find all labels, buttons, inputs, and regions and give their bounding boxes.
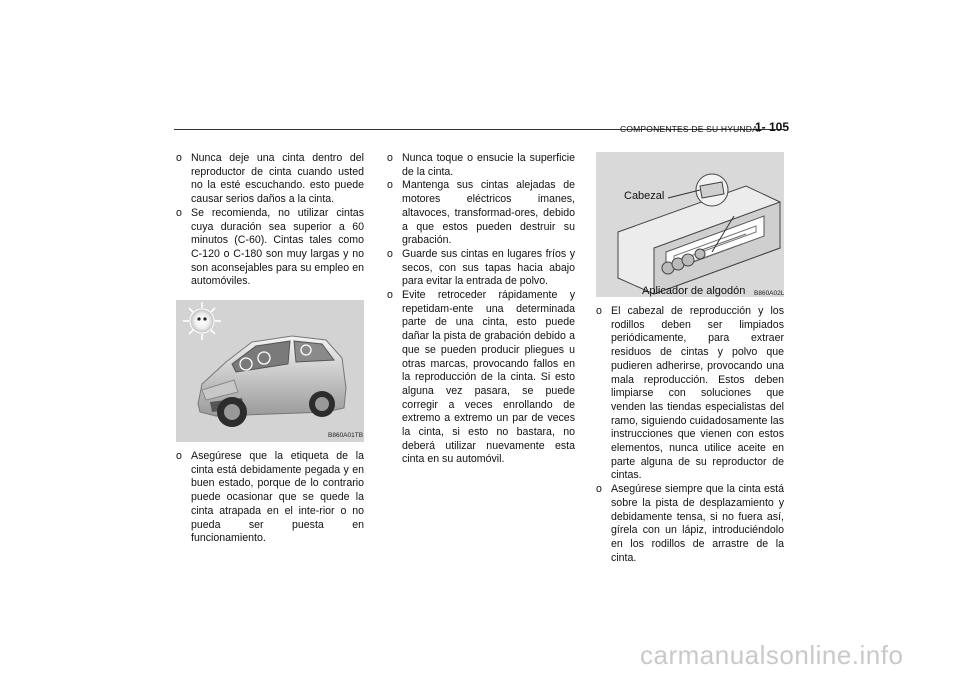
bullet-marker: o: [596, 305, 602, 317]
paragraph-text: Asegúrese que la etiqueta de la cinta está debidamente pegada y en buen estado, porque de lo contrario puede ocasionar que se quede la cinta atrapada en el inte-rior o no pueda ser puesta en funcionamiento.: [191, 450, 364, 545]
paragraph: [387, 179, 575, 248]
paragraph-text: Guarde sus cintas en lugares fríos y secos, con sus tapas hacia abajo para evitar la entrada de polvo.: [402, 247, 575, 288]
tape-deck-drawing: [596, 152, 784, 297]
paragraph-text: Se recomienda, no utilizar cintas cuya duración sea superior a 60 minutos (C-60). Cintas tales como C-120 o C-180 son muy largas y no son aconsejables para su empleo en automóviles.: [191, 206, 364, 288]
bullet-marker: o: [387, 289, 393, 302]
paragraph: [596, 483, 784, 565]
bullet-marker: o: [387, 152, 393, 164]
column-1: [176, 152, 364, 289]
figure-code: B860A01TB: [328, 432, 364, 439]
figure-code: B860A02L: [754, 290, 784, 297]
paragraph-text: Asegúrese siempre que la cinta está sobre la pista de desplazamiento y debidamente tensa, si no fuera así, gírela con un lápiz, introduciéndolo en los rodillos de arrastre de la cinta.: [611, 483, 784, 564]
car-illustration: [176, 300, 364, 442]
paragraph: [387, 289, 575, 467]
page-number: 1- 105: [755, 120, 790, 134]
paragraph-text: Nunca deje una cinta dentro del reproductor de cinta cuando usted no la esté escuchando. esto puede causar serios daños a la cinta.: [191, 152, 364, 206]
paragraph: [596, 305, 784, 483]
paragraph-text: El cabezal de reproducción y los rodillos deben ser limpiados periódicamente, para extraer residuos de cintas y polvo que pudieren adherirse, provocando una mala reproducción. Estos deben limpiarse con soluciones que venden las tiendas especialistas del ramo, siguiendo cuidadosamente las instrucciones que vienen con estos elementos, nunca utilice aceite en parte alguna de su reproductor de cintas.: [611, 305, 784, 482]
paragraph: [176, 450, 364, 546]
bullet-marker: o: [596, 483, 602, 496]
paragraph: [387, 248, 575, 289]
car-drawing: [176, 300, 364, 442]
tape-deck-illustration: [596, 152, 784, 297]
watermark: carmanualsonline.info: [640, 640, 904, 670]
bullet-marker: o: [176, 206, 182, 219]
head-callout: Cabezal: [624, 190, 665, 202]
bullet-marker: o: [176, 152, 182, 164]
paragraph-text: Mantenga sus cintas alejadas de motores eléctricos imanes, altavoces, transformad-ores, debido a que estos pueden destruir su grabación.: [402, 179, 575, 247]
paragraph: [176, 152, 364, 207]
column-2: [387, 152, 575, 467]
column-1-bottom: [176, 450, 364, 546]
paragraph-text: Evite retroceder rápidamente y repetidam-ente una determinada parte de una cinta, esto puede dañar la pista de grabación debido a que se pueden producir pliegues u otras marcas, provocando fallos en la reproducción de la cinta. Si esto alguna vez pasara, se puede corregir a veces enrollando de extremo a extremo un par de veces la cinta, si esto no bastara, no deberá utilizar nuevamente esta cinta en su automóvil.: [402, 289, 575, 466]
section-title: COMPONENTES DE SU HYUNDAI: [620, 124, 761, 134]
bullet-marker: o: [387, 247, 393, 260]
paragraph: [387, 152, 575, 179]
paragraph: [176, 207, 364, 289]
cotton-callout: Aplicador de algodón: [642, 285, 746, 297]
paragraph-text: Nunca toque o ensucie la superficie de la cinta.: [402, 152, 575, 178]
bullet-marker: o: [387, 179, 393, 192]
bullet-marker: o: [176, 450, 182, 462]
head-closeup: [696, 174, 728, 206]
column-3: [596, 305, 784, 565]
